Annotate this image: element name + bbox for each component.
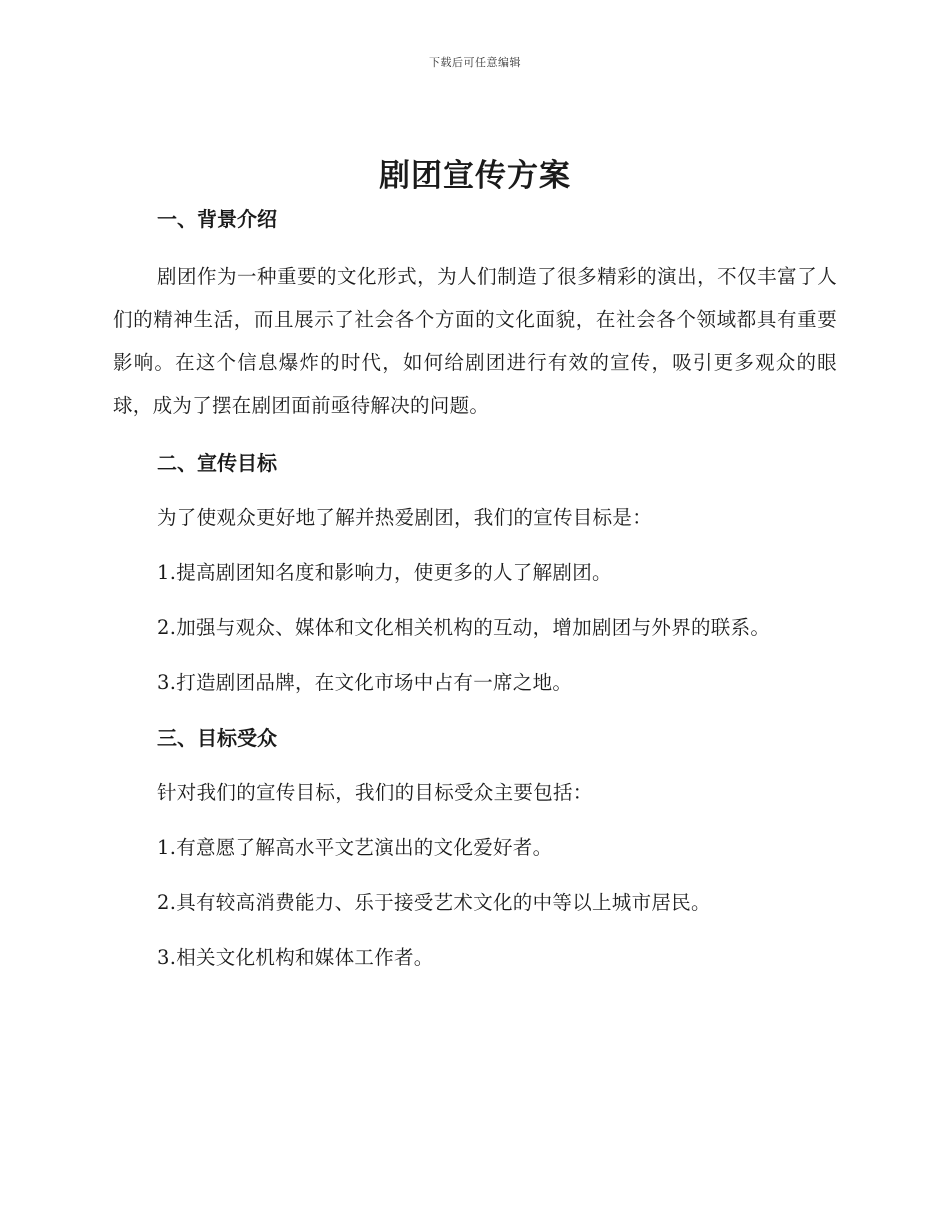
document-title: 剧团宣传方案 (379, 158, 571, 194)
document-body (113, 200, 837, 977)
section-paragraph: 剧团作为一种重要的文化形式，为人们制造了很多精彩的演出，不仅丰富了人们的精神生活，而且展示了社会各个方面的文化面貌，在社会各个领域都具有重要影响。在这个信息爆炸的时代，如何给剧团进行有效的宣传，吸引更多观众的眼球，成为了摆在剧团面前亟待解决的问题。 (113, 265, 837, 417)
section-heading: 二、宣传目标 (157, 451, 277, 475)
section-heading: 三、目标受众 (157, 726, 277, 750)
section-heading: 一、背景介绍 (157, 207, 277, 231)
list-item: 1.有意愿了解高水平文艺演出的文化爱好者。 (157, 836, 553, 859)
section-intro: 为了使观众更好地了解并热爱剧团，我们的宣传目标是： (157, 506, 653, 529)
list-item: 2.加强与观众、媒体和文化相关机构的互动，增加剧团与外界的联系。 (157, 616, 771, 639)
page-header-note: 下载后可任意编辑 (429, 56, 521, 69)
list-item: 2.具有较高消费能力、乐于接受艺术文化的中等以上城市居民。 (157, 891, 711, 914)
section-goals (113, 444, 837, 702)
list-item: 3.相关文化机构和媒体工作者。 (157, 946, 434, 969)
list-item: 3.打造剧团品牌，在文化市场中占有一席之地。 (157, 671, 573, 694)
section-intro: 针对我们的宣传目标，我们的目标受众主要包括： (157, 781, 593, 804)
section-background (113, 200, 837, 427)
section-audience (113, 719, 837, 977)
list-item: 1.提高剧团知名度和影响力，使更多的人了解剧团。 (157, 561, 612, 584)
